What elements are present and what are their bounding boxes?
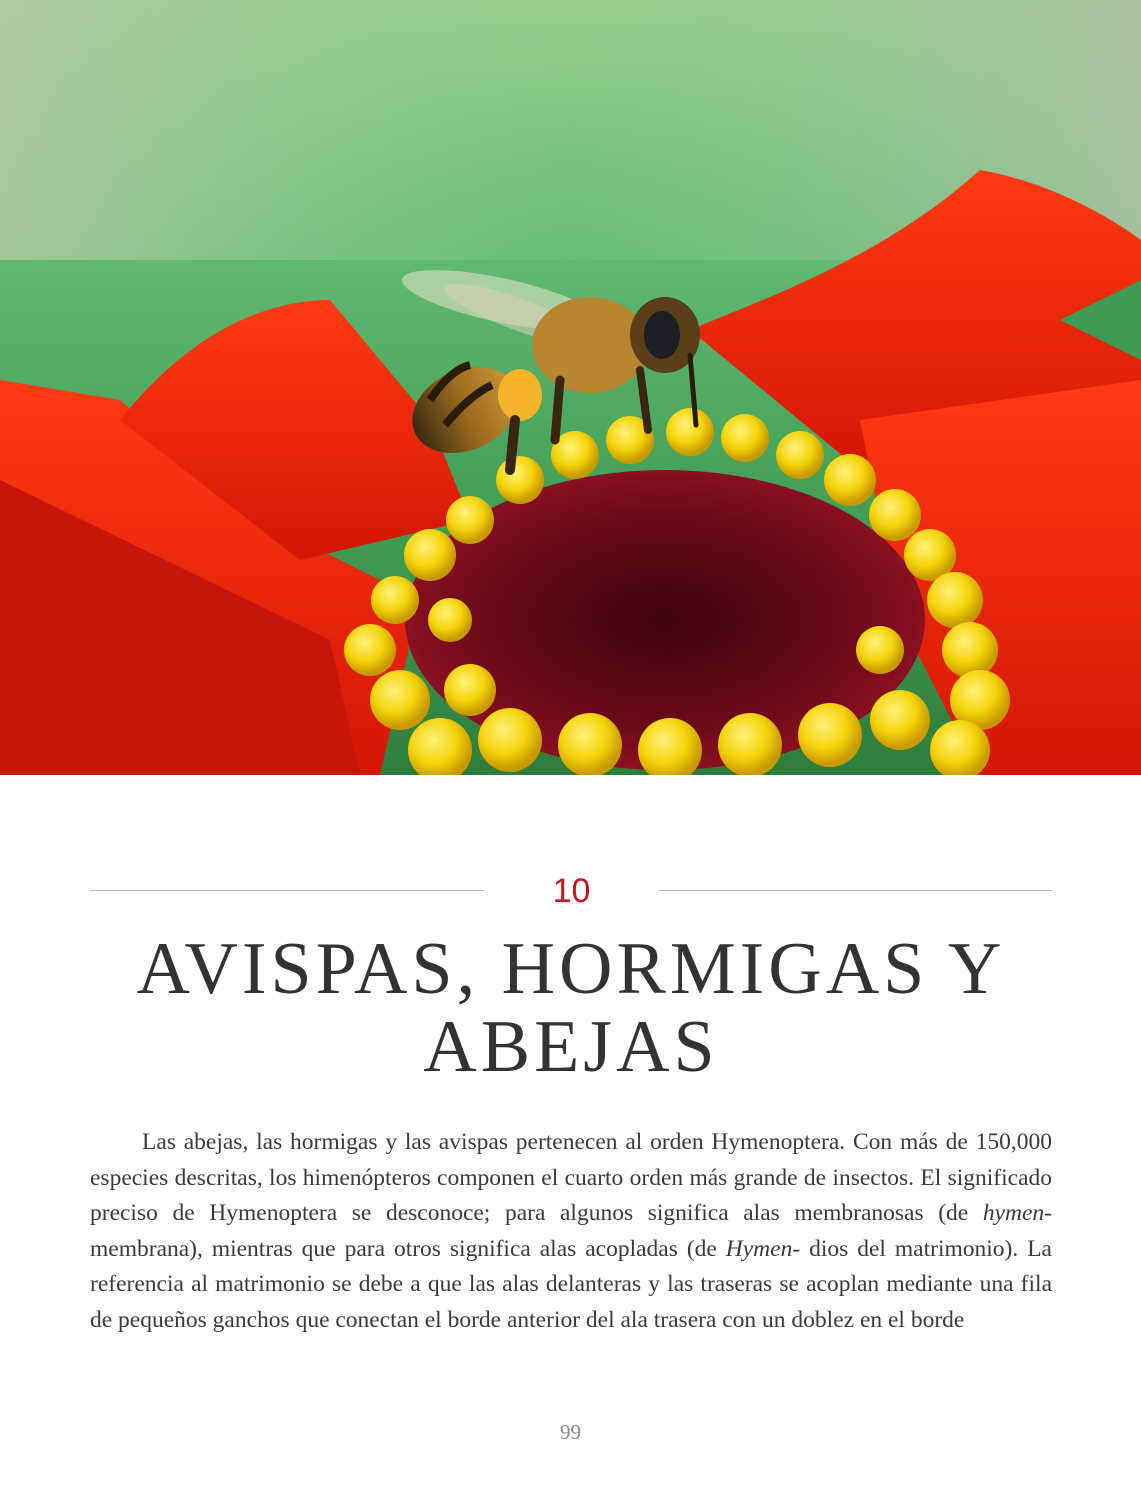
body-text-emphasis-hymen-god: Hymen xyxy=(725,1235,793,1262)
chapter-title-line2: ABEJAS xyxy=(423,1006,719,1088)
body-text-emphasis-hymen: hymen xyxy=(982,1200,1045,1226)
chapter-title-line1: AVISPAS, HORMIGAS Y xyxy=(136,928,1006,1010)
chapter-number: 10 xyxy=(552,872,591,910)
chapter-title xyxy=(90,930,1052,1086)
chapter-rule-left xyxy=(90,890,484,891)
body-text-part3: - dios del matrimonio). La referencia al matrimonio se debe a que las alas delanteras y las traseras se acoplan mediante una fila de pequeños ganchos que conectan el borde anterior del ala trasera con un doblez en el borde xyxy=(90,1235,1052,1333)
page-number: 99 xyxy=(560,1420,581,1444)
body-text-part1: Las abejas, las hormigas y las avispas pertenecen al orden Hymenoptera. Con más de 150,000 especies descritas, los himenópteros componen el cuarto orden más grande de insectos. El significado preciso de Hymenoptera se desconoce; para algunos significa alas membranosas (de xyxy=(90,1129,1052,1226)
body-paragraph xyxy=(90,1125,1052,1338)
body-text-part2: - membrana), mientras que para otros significa alas acopladas (de xyxy=(90,1200,1052,1262)
chapter-rule-right xyxy=(659,890,1052,891)
